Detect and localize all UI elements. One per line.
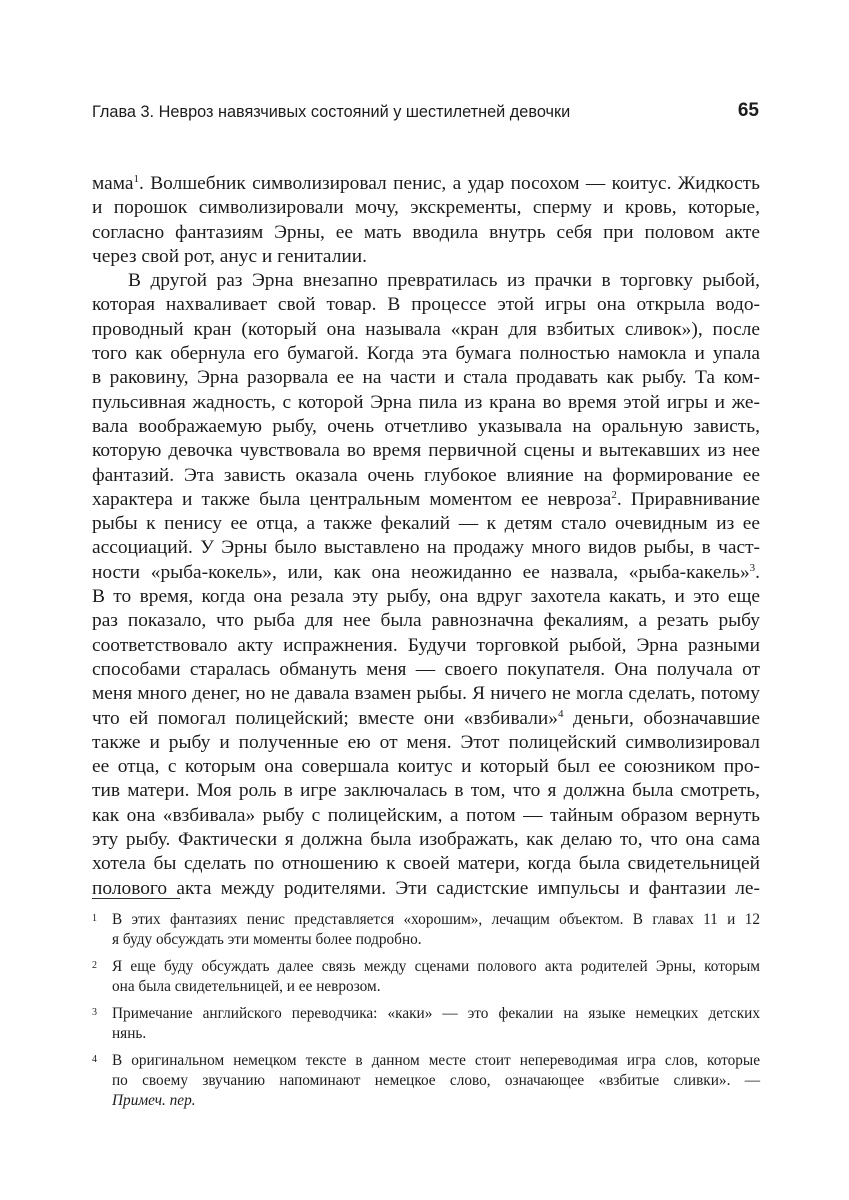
- footnote-line: В оригинальном немецком тексте в данном месте стоит непереводимая игра слов, которые: [112, 1052, 760, 1069]
- text-line: [92, 707, 760, 731]
- page-number: 65: [737, 100, 759, 121]
- page-header: [92, 99, 759, 129]
- footnote-divider: [92, 898, 180, 899]
- footnote-line: Примеч. пер.: [112, 1092, 196, 1109]
- text-line: ассоциаций. У Эрны было выставлено на продажу много видов рыбы, в част-: [92, 537, 760, 559]
- footnote-line: В этих фантазиях пенис представляется «хорошим», лечащим объектом. В главах 11 и 12: [112, 911, 760, 928]
- text-line: согласно фантазиям Эрны, ее мать вводила внутрь себя при половом акте: [92, 221, 760, 243]
- footnote-mark: 4: [92, 1054, 97, 1065]
- text-fragment: характера и также была центральным моментом ее невроза: [92, 488, 612, 510]
- footnote-line: Примечание английского переводчика: «каки» — это фекалии на языке немецких детских: [112, 1005, 760, 1022]
- text-line: как она «взбивала» рыбу с полицейским, а потом — тайным образом вернуть: [92, 804, 760, 826]
- text-line: В то время, когда она резала эту рыбу, она вдруг захотела какать, и это еще: [92, 586, 760, 608]
- text-line: того как обернула его бумагой. Когда эта бумага полностью намокла и упала: [92, 343, 760, 365]
- text-line: фантазий. Эта зависть оказала очень глубокое влияние на формирование ее: [92, 464, 760, 486]
- footnote-ref-4[interactable]: 4: [557, 707, 564, 720]
- text-line: [92, 172, 760, 196]
- text-line: в раковину, Эрна разорвала ее на части и стала продавать как рыбу. Та ком-: [92, 367, 760, 389]
- footnote-mark: 3: [92, 1007, 97, 1018]
- text-line: способами старалась обмануть меня — своего покупателя. Она получала от: [92, 658, 760, 680]
- text-line: которую девочка чувствовала во время первичной сцены и вытекавших из нее: [92, 440, 760, 462]
- text-line: и порошок символизировали мочу, экскременты, сперму и кровь, которые,: [92, 197, 760, 219]
- footnote-2: [92, 957, 760, 997]
- footnote-line: нянь.: [112, 1025, 147, 1042]
- footnote-line: она была свидетельницей, и ее неврозом.: [112, 978, 381, 995]
- text-line: пульсивная жадность, с которой Эрна пила из крана во время этой игры и же-: [92, 391, 760, 413]
- text-fragment: деньги, обозначавшие: [563, 707, 760, 729]
- footnote-4: [92, 1051, 760, 1111]
- text-line: проводный кран (который она называла «кран для взбитых сливок»), после: [92, 318, 760, 340]
- footnotes: [92, 910, 760, 1118]
- footnote-mark: 2: [92, 960, 97, 971]
- footnote-1: [92, 910, 760, 950]
- text-line: также и рыбу и полученные ею от меня. Этот полицейский символизировал: [92, 731, 760, 753]
- text-fragment: . Приравнивание: [616, 488, 760, 510]
- footnote-3: [92, 1004, 760, 1044]
- footnote-ref-2[interactable]: 2: [611, 488, 617, 501]
- text-line: соответствовало акту испражнения. Будучи торговкой рыбой, Эрна разными: [92, 634, 760, 656]
- text-line: тив матери. Моя роль в игре заключалась в том, что я должна была смотреть,: [92, 780, 760, 802]
- text-fragment: мама: [92, 173, 134, 194]
- text-line: В другой раз Эрна внезапно превратилась из прачки в торговку рыбой,: [128, 270, 760, 292]
- text-fragment: ности «рыба-кокель», или, как она неожиданно ее назвала, «рыба-какель»: [92, 561, 750, 583]
- footnote-line: по своему звучанию напоминают немецкое слово, означающее «взбитые сливки». —: [112, 1072, 760, 1089]
- text-line: ее отца, с которым она совершала коитус и который был ее союзником про-: [92, 756, 760, 778]
- text-line: меня много денег, но не давала взамен рыбы. Я ничего не могла сделать, потому: [92, 683, 760, 705]
- text-line: через свой рот, анус и гениталии.: [92, 245, 367, 267]
- text-line: которая нахваливает свой товар. В процессе этой игры она открыла водо-: [92, 294, 760, 316]
- footnote-mark: 1: [92, 913, 97, 924]
- text-fragment: .: [755, 561, 760, 583]
- footnote-line: я буду обсуждать эти моменты более подробно.: [112, 931, 422, 948]
- text-fragment: что ей помогал полицейский; вместе они «взбивали»: [92, 707, 558, 729]
- footnote-ref-1[interactable]: 1: [133, 173, 139, 185]
- text-line: хотела бы сделать по отношению к своей матери, когда была свидетельницей: [92, 853, 760, 875]
- main-text: [92, 172, 760, 901]
- running-head: Глава 3. Невроз навязчивых состояний у шестилетней девочки: [92, 103, 571, 121]
- text-fragment: . Волшебник символизировал пенис, а удар посохом — коитус. Жидкость: [139, 173, 760, 194]
- text-line: раз показало, что рыба для нее была равнозначна фекалиям, а резать рыбу: [92, 610, 760, 632]
- text-line: полового акта между родителями. Эти садистские импульсы и фантазии ле-: [92, 877, 760, 899]
- text-line: рыбы к пенису ее отца, а также фекалий — к детям стало очевидным из ее: [92, 513, 760, 535]
- footnote-ref-3[interactable]: 3: [749, 561, 756, 574]
- text-line: [92, 488, 760, 512]
- text-line: [92, 561, 760, 585]
- text-line: вала воображаемую рыбу, очень отчетливо указывала на оральную зависть,: [92, 415, 760, 437]
- footnote-line: Я еще буду обсуждать далее связь между сценами полового акта родителей Эрны, которым: [112, 958, 760, 975]
- text-line: эту рыбу. Фактически я должна была изображать, как делаю то, что она сама: [92, 829, 760, 851]
